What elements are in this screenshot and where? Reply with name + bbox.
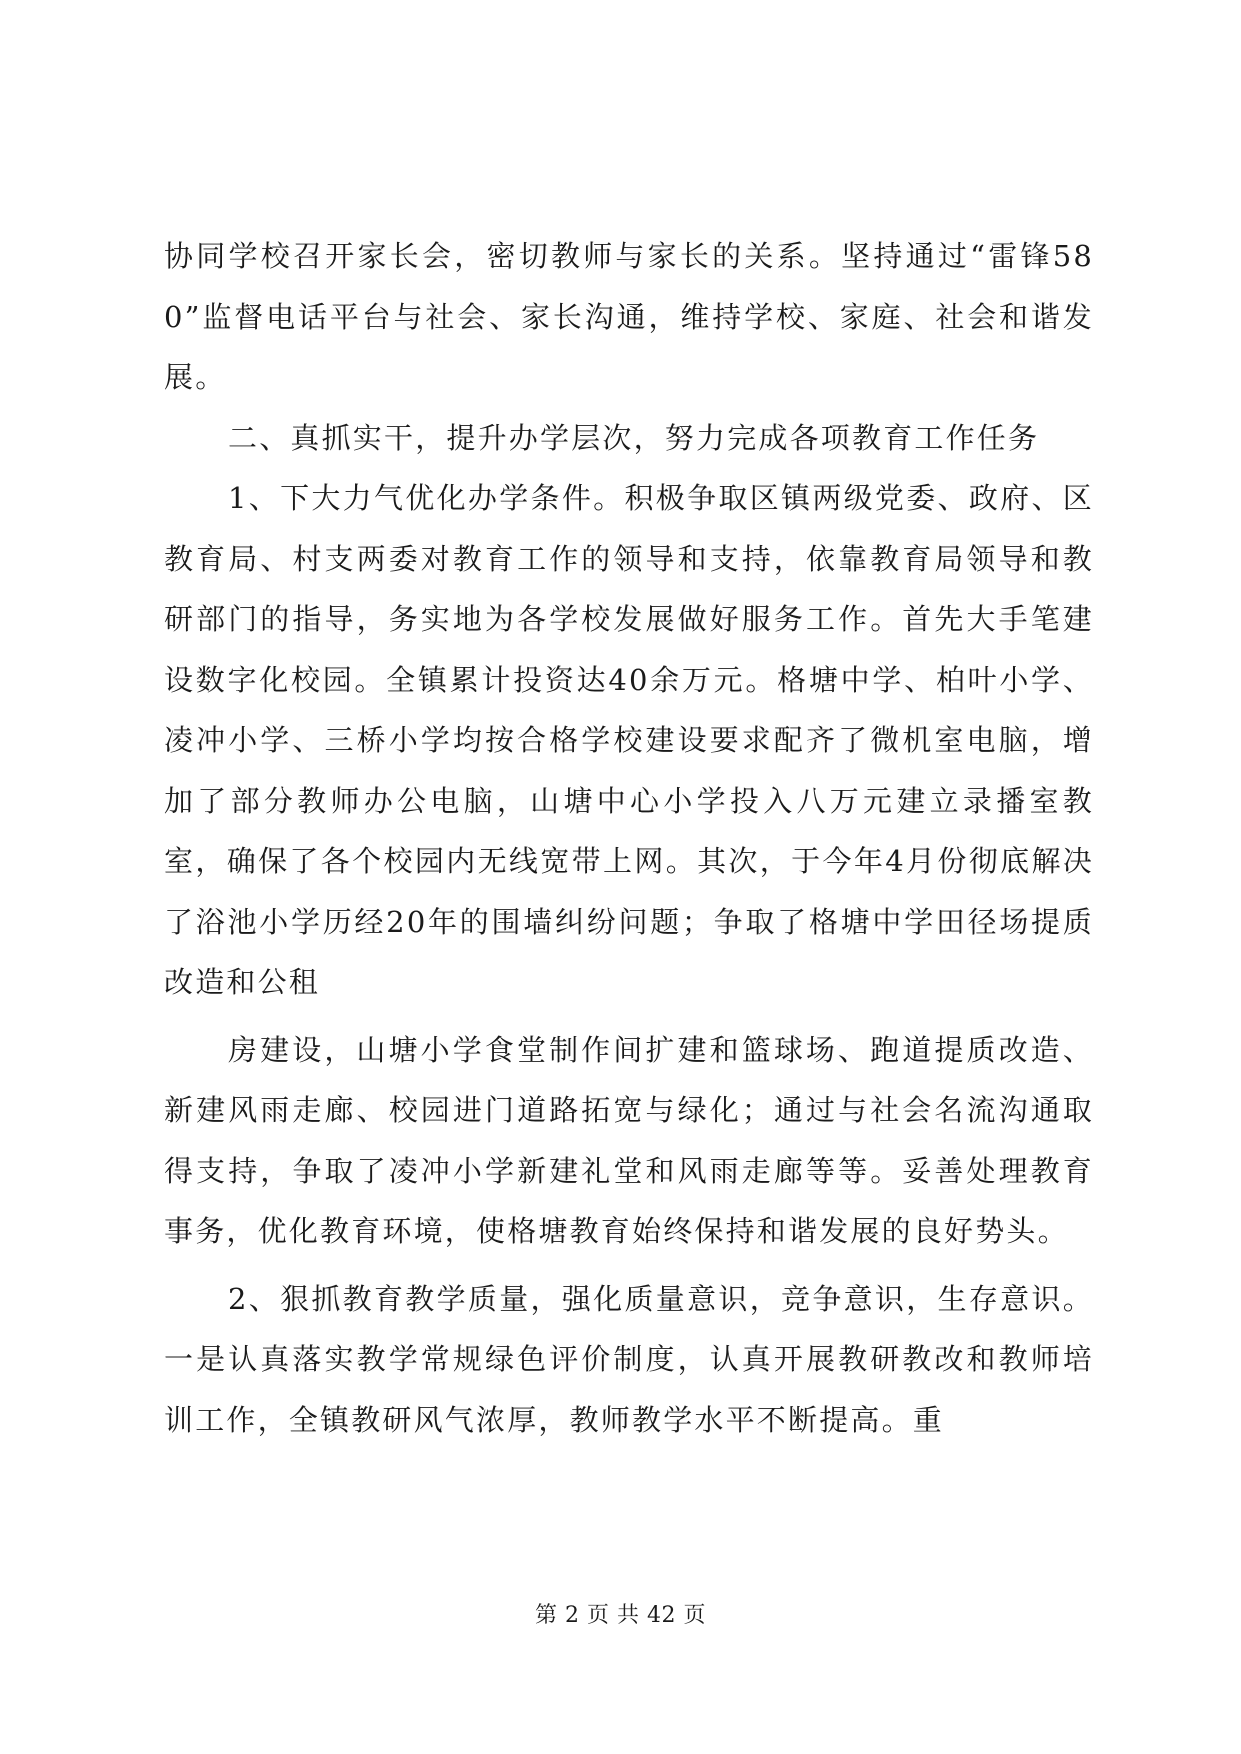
paragraph-parent-meeting: 协同学校召开家长会，密切教师与家长的关系。坚持通过“雷锋580”监督电话平台与社会、家长沟通，维持学校、家庭、社会和谐发展。 [164,239,1094,394]
paragraph-teaching-quality: 2、狠抓教育教学质量，强化质量意识，竞争意识，生存意识。一是认真落实教学常规绿色评价制度，认真开展教研教改和教师培训工作，全镇教研风气浓厚，教师教学水平不断提高。重 [164,1281,1094,1437]
document-body [164,226,1094,1450]
page-footer [0,1598,1241,1629]
page-number: 第 2 页 共 42 页 [535,1603,706,1628]
paragraph-construction: 房建设，山塘小学食堂制作间扩建和篮球场、跑道提质改造、新建风雨走廊、校园进门道路拓宽与绿化；通过与社会名流沟通取得支持，争取了凌冲小学新建礼堂和风雨走廊等等。妥善处理教育事务，优化教育环境，使格塘教育始终保持和谐发展的良好势头。 [164,1032,1094,1248]
paragraph-school-conditions: 1、下大力气优化办学条件。积极争取区镇两级党委、政府、区教育局、村支两委对教育工作的领导和支持，依靠教育局领导和教研部门的指导，务实地为各学校发展做好服务工作。首先大手笔建设数字化校园。全镇累计投资达40余万元。格塘中学、柏叶小学、凌冲小学、三桥小学均按合格学校建设要求配齐了微机室电脑，增加了部分教师办公电脑，山塘中心小学投入八万元建立录播室教室，确保了各个校园内无线宽带上网。其次，于今年4月份彻底解决了浴池小学历经20年的围墙纠纷问题；争取了格塘中学田径场提质改造和公租 [164,481,1094,999]
section-heading-two: 二、真抓实干，提升办学层次，努力完成各项教育工作任务 [228,420,1040,455]
